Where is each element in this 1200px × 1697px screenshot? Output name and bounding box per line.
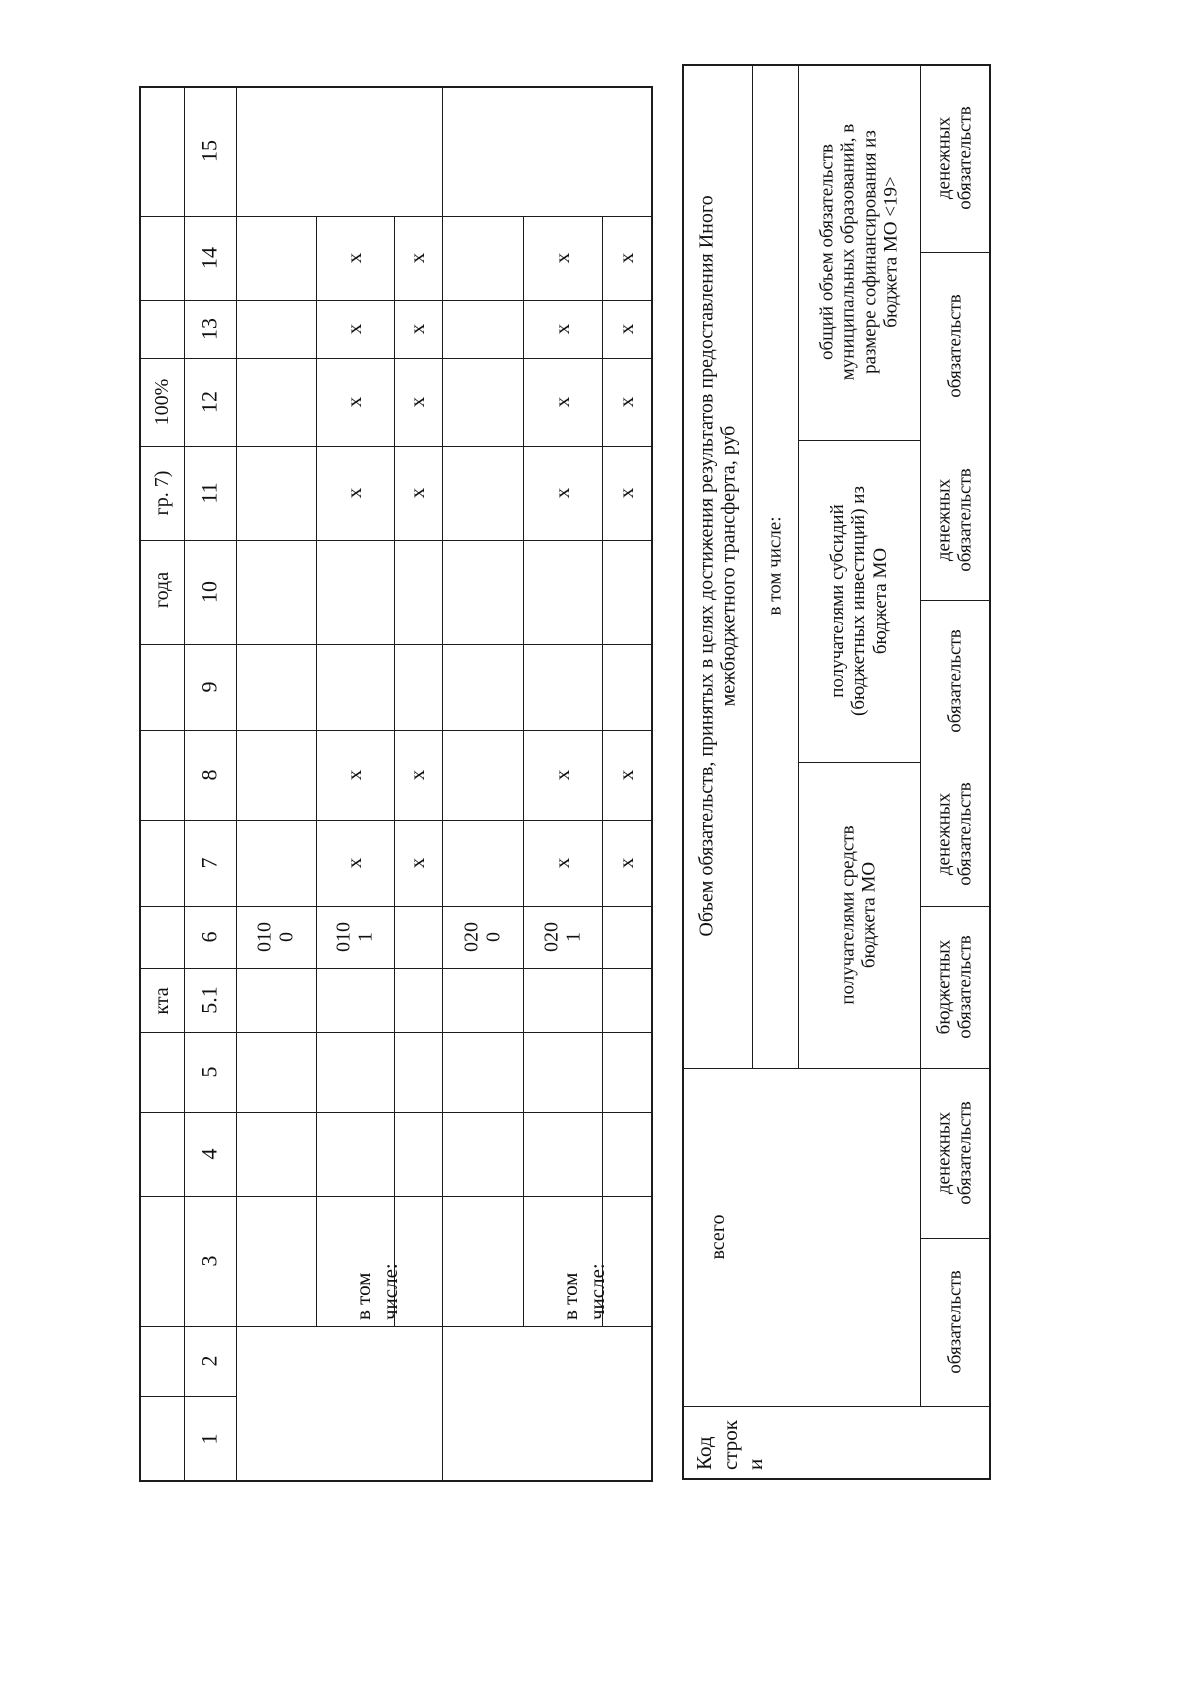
cross-mark: x	[342, 396, 367, 408]
cross-mark: x	[614, 323, 639, 335]
total-header: всего	[706, 1214, 729, 1260]
column-number: 4	[196, 1148, 222, 1160]
cross-mark: x	[549, 323, 574, 335]
column-number: 2	[196, 1355, 222, 1367]
sub-header: бюджетных обязательств	[933, 935, 976, 1039]
cross-mark: x	[549, 487, 574, 499]
column-number: 9	[196, 681, 222, 693]
column-number: 8	[196, 769, 222, 781]
cross-mark: x	[614, 487, 639, 499]
row-code: 010 1	[332, 922, 377, 952]
cross-mark: x	[614, 396, 639, 408]
row-code: 020 0	[460, 922, 505, 952]
header-word: гр. 7)	[150, 470, 173, 516]
column-number: 5.1	[196, 986, 222, 1014]
sub-header: обязательств	[944, 629, 966, 733]
cross-mark: x	[549, 769, 574, 781]
header-word: 100%	[150, 378, 173, 426]
main-header: Объем обязательств, принятых в целях достижения результатов предоставления Иного межбюджетного трансферта, руб	[695, 195, 740, 937]
row-code: 010 0	[253, 922, 298, 952]
including-label: в том числе:	[558, 1263, 610, 1320]
row-code: 020 1	[540, 922, 585, 952]
code-header: Код строк и	[692, 1420, 768, 1470]
cross-mark: x	[614, 252, 639, 264]
sub-header: обязательств	[944, 1270, 966, 1374]
cross-mark: x	[614, 857, 639, 869]
cross-mark: x	[549, 252, 574, 264]
cross-mark: x	[405, 487, 430, 499]
sub-header: денежных обязательств	[933, 1101, 976, 1205]
cross-mark: x	[549, 857, 574, 869]
cross-mark: x	[342, 487, 367, 499]
column-number: 12	[196, 391, 222, 413]
sub-header: денежных обязательств	[933, 782, 976, 886]
cross-mark: x	[405, 323, 430, 335]
column-number: 5	[196, 1066, 222, 1078]
group-header: получателями средств бюджета МО	[837, 825, 880, 1005]
sub-header: денежных обязательств	[933, 468, 976, 572]
column-number: 1	[196, 1433, 222, 1445]
cross-mark: x	[405, 252, 430, 264]
sub-header: обязательств	[944, 294, 966, 398]
group-header: общий объем обязательств муниципальных образований, в размере софинансирования из бюджета МО <19>	[816, 123, 902, 381]
header-word: года	[150, 571, 173, 609]
column-number: 14	[196, 247, 222, 269]
cross-mark: x	[405, 396, 430, 408]
group-header: получателями субсидий (бюджетных инвестиций) из бюджета МО	[827, 486, 891, 716]
column-number: 11	[196, 482, 222, 504]
column-number: 10	[196, 581, 222, 603]
including-header: в том числе:	[764, 516, 786, 616]
column-number: 13	[196, 318, 222, 340]
header-word: кта	[150, 987, 173, 1015]
cross-mark: x	[405, 769, 430, 781]
cross-mark: x	[549, 396, 574, 408]
cross-mark: x	[342, 769, 367, 781]
sub-header: денежных обязательств	[933, 106, 976, 210]
column-number: 3	[196, 1255, 222, 1267]
including-label: в том числе:	[351, 1263, 403, 1320]
cross-mark: x	[342, 252, 367, 264]
cross-mark: x	[614, 769, 639, 781]
cross-mark: x	[342, 323, 367, 335]
cross-mark: x	[405, 857, 430, 869]
column-number: 6	[196, 931, 222, 943]
column-number: 7	[196, 857, 222, 869]
column-number: 15	[196, 140, 222, 162]
cross-mark: x	[342, 857, 367, 869]
